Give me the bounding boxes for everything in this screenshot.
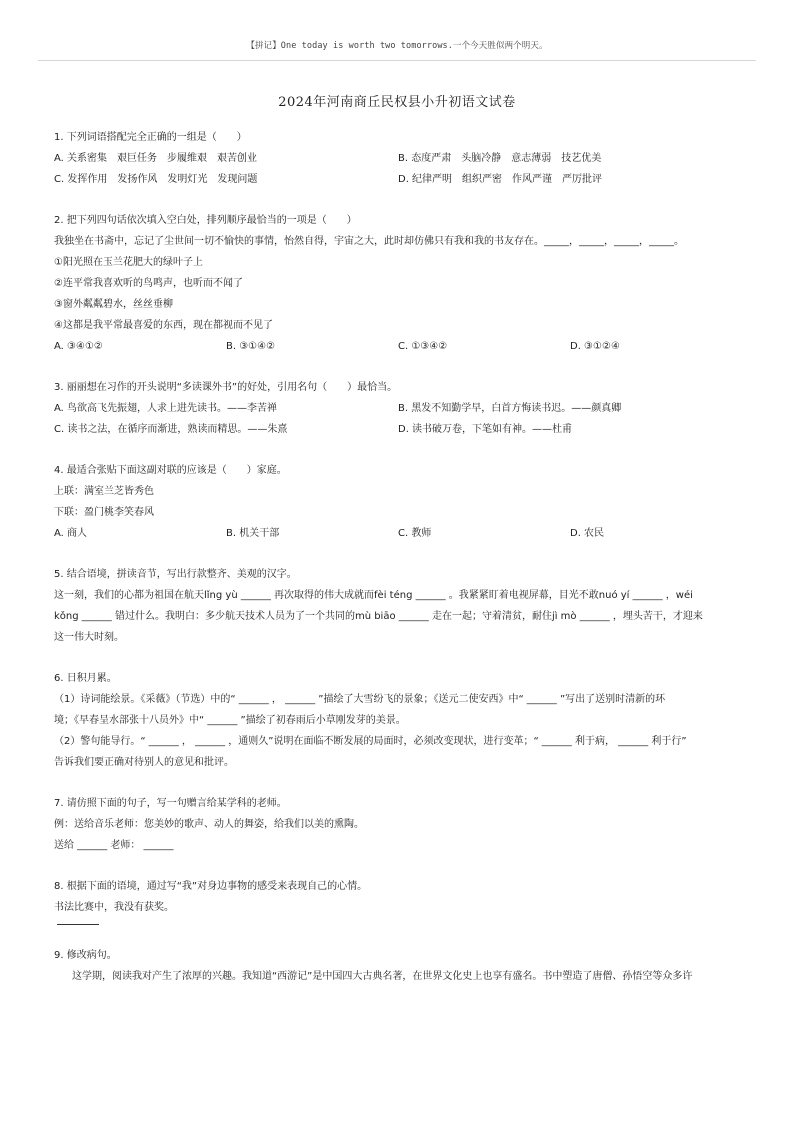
question-3-option-a: A. 鸟欲高飞先振翅，人求上进先读书。——李苦禅 (54, 403, 278, 414)
question-4 (54, 460, 744, 544)
question-4-lower-couplet: 下联：盈门桃李笑春风 (54, 507, 154, 518)
question-4-option-a: A. 商人 (54, 528, 88, 539)
question-7-fill-blank: 送给 ______ 老师： ______ (54, 840, 174, 851)
header-proverb: 【拼记】One today is worth two tomorrows.一个今天胜似两个明天。 (246, 41, 548, 51)
exam-content (54, 127, 744, 987)
question-4-option-b: B. 机关干部 (226, 528, 280, 539)
question-4-option-c: C. 教师 (398, 528, 432, 539)
question-2-sentence-4: ④这都是我平常最喜爱的东西，现在都视而不见了 (54, 320, 273, 331)
question-1-option-a: A. 关系密集 艰巨任务 步履维艰 艰苦创业 (54, 153, 258, 164)
question-9-stem: 9. 修改病句。 (54, 950, 117, 961)
question-1-option-b: B. 态度严肃 头脑冷静 意志薄弱 技艺优美 (398, 153, 602, 164)
question-8 (54, 876, 744, 925)
question-2-option-c: C. ①③④② (398, 341, 448, 352)
question-6-part-2-line-2: 告诉我们要正确对待别人的意见和批评。 (54, 757, 234, 768)
question-2-option-a: A. ③④①② (54, 341, 103, 352)
question-7-stem: 7. 请仿照下面的句子，写一句赠言给某学科的老师。 (54, 798, 287, 809)
question-1-option-d: D. 纪律严明 组织严密 作风严谨 严厉批评 (398, 174, 603, 185)
question-6-part-1-line-1: （1）诗词能绘景。《采薇》（节选）中的“ ______ ， ______ ”描绘了大雪纷飞的景象；《送元二使安西》中“ ______ ”写出了送别时清新的环 (54, 694, 666, 705)
question-6-part-1-line-2: 境；《早春呈水部张十八员外》中“ ______ ”描绘了初春雨后小草刚发芽的美景。 (54, 715, 406, 726)
question-5-passage-line-2: kǒng ______ 错过什么。我明白：多少航天技术人员为了一个共同的mù biāo ______ 走在一起；守着清贫，耐住jì mò ______ ，埋头苦干，才迎来 (54, 611, 703, 622)
question-2-sentence-3: ③窗外粼粼碧水，丝丝垂柳 (54, 299, 173, 310)
question-3-stem: 3. 丽丽想在习作的开头说明“多读课外书”的好处，引用名句（ ）最恰当。 (54, 382, 398, 393)
question-6-stem: 6. 日积月累。 (54, 673, 117, 684)
question-3-option-b: B. 黑发不知勤学早，白首方悔读书迟。——颜真卿 (398, 403, 622, 414)
question-2-sentence-2: ②连平常我喜欢听的鸟鸣声，也听而不闻了 (54, 278, 243, 289)
question-8-answer-line (57, 924, 99, 925)
question-2-option-d: D. ③①②④ (570, 341, 620, 352)
question-2 (54, 210, 744, 357)
question-5 (54, 564, 744, 648)
question-3-options-row-1 (54, 398, 744, 419)
question-2-stem: 2. 把下列四句话依次填入空白处，排列顺序最恰当的一项是（ ） (54, 215, 357, 226)
question-5-passage-line-1: 这一刻，我们的心都为祖国在航天lǐng yù ______ 再次取得的伟大成就而fèi téng ______ 。我紧紧盯着电视屏幕，目光不敢nuó yí ______ ，wéi (54, 590, 693, 601)
question-1-option-c: C. 发挥作用 发扬作风 发明灯光 发现问题 (54, 174, 258, 185)
question-7 (54, 793, 744, 856)
question-4-upper-couplet: 上联：满室兰芝皆秀色 (54, 486, 154, 497)
question-8-stem: 8. 根据下面的语境，通过写“我”对身边事物的感受来表现自己的心情。 (54, 881, 368, 892)
question-5-stem: 5. 结合语境，拼读音节，写出行款整齐、美观的汉字。 (54, 569, 297, 580)
question-4-option-d: D. 农民 (570, 528, 605, 539)
question-1 (54, 127, 744, 190)
question-2-passage: 我独坐在书斋中，忘记了尘世间一切不愉快的事情，怡然自得，宇宙之大，此时却仿佛只有我和我的书友存在。_____，_____，_____，_____。 (54, 236, 684, 247)
question-4-options (54, 523, 744, 544)
question-7-example: 例：送给音乐老师：您美妙的歌声、动人的舞姿，给我们以美的熏陶。 (54, 819, 364, 830)
question-9 (54, 945, 744, 987)
question-8-context: 书法比赛中，我没有获奖。 (54, 902, 174, 913)
question-3-option-c: C. 读书之法，在循序而渐进，熟读而精思。——朱熹 (54, 424, 288, 435)
question-3 (54, 377, 744, 440)
question-4-stem: 4. 最适合张贴下面这副对联的应该是（ ）家庭。 (54, 465, 287, 476)
question-3-options-row-2 (54, 419, 744, 440)
question-9-passage: 这学期，阅读我对产生了浓厚的兴趣。我知道“西游记”是中国四大古典名著，在世界文化史上也享有盛名。书中塑造了唐僧、孙悟空等众多许 (72, 971, 693, 982)
question-2-sentence-1: ①阳光照在玉兰花肥大的绿叶子上 (54, 257, 203, 268)
question-1-options-row-2 (54, 169, 744, 190)
question-2-option-b: B. ③①④② (226, 341, 276, 352)
question-1-options-row-1 (54, 148, 744, 169)
question-3-option-d: D. 读书破万卷，下笔如有神。——杜甫 (398, 424, 573, 435)
question-1-stem: 1. 下列词语搭配完全正确的一组是（ ） (54, 132, 247, 143)
question-2-options (54, 336, 744, 357)
question-6 (54, 668, 744, 773)
question-6-part-2-line-1: （2）警句能导行。“ ______ ， ______ ，通则久”说明在面临不断发展的局面时，必须改变现状，进行变革；“ ______ 利于病， ______ 利于行” (54, 736, 687, 747)
page-title: 2024年河南商丘民权县小升初语文试卷 (278, 95, 516, 110)
question-5-passage-line-3: 这一伟大时刻。 (54, 632, 124, 643)
header-divider (38, 60, 756, 61)
